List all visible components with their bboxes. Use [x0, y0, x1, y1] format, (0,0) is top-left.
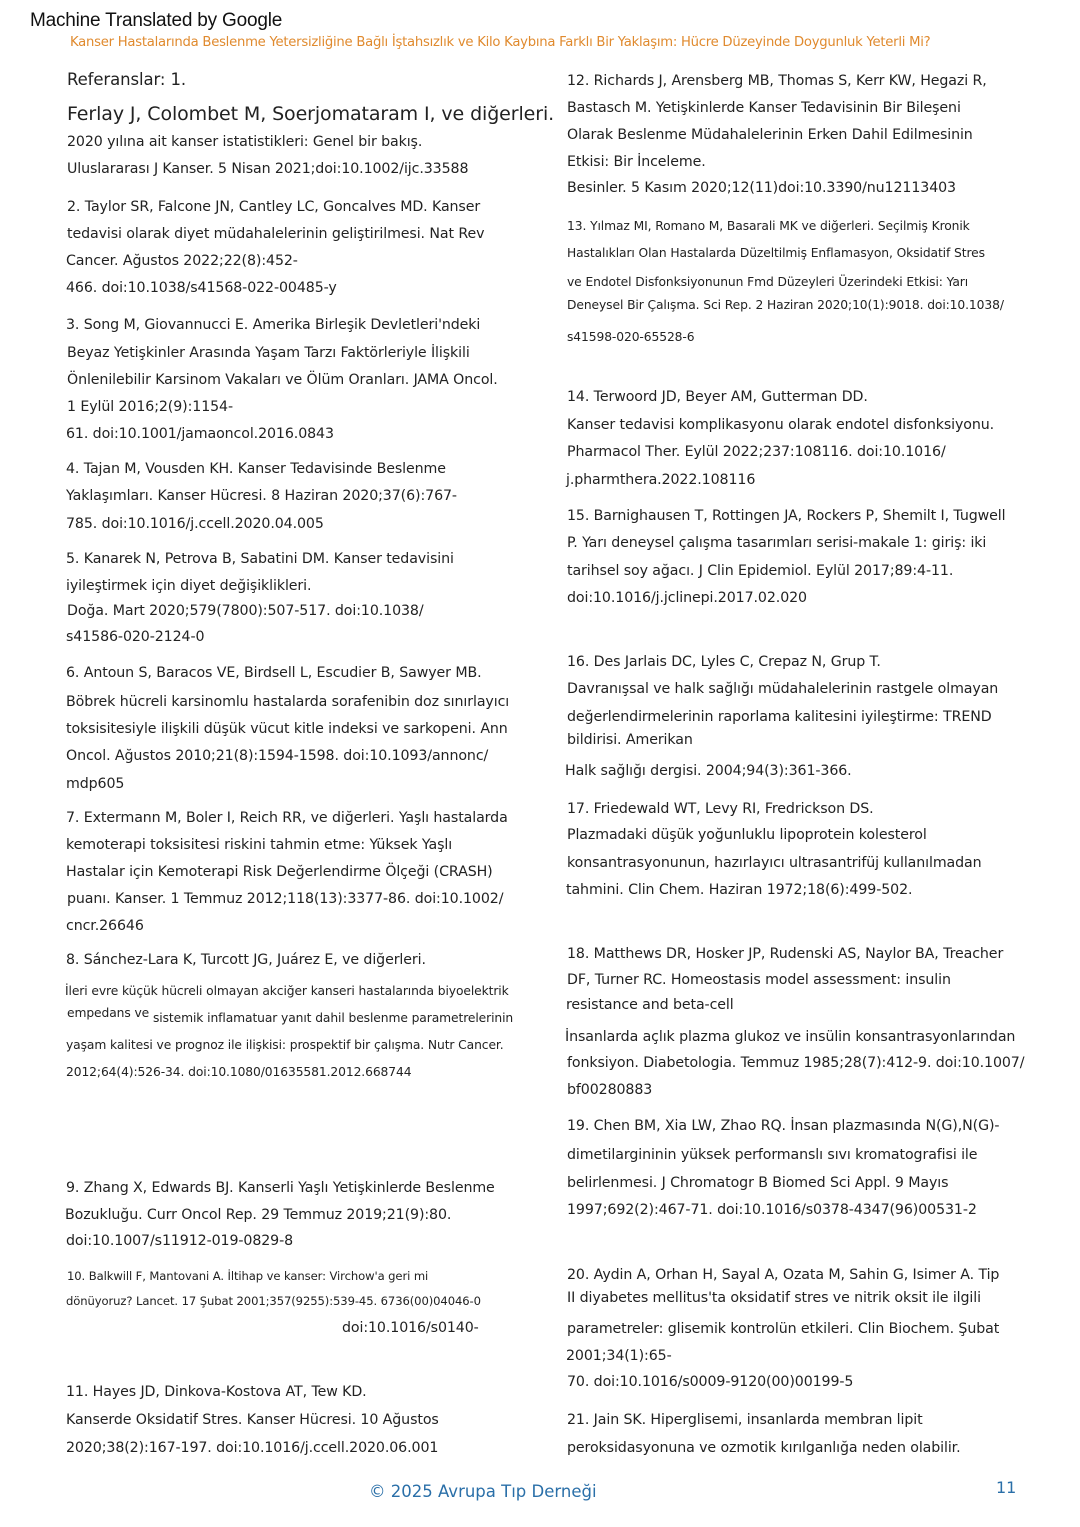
reference-line: 16. Des Jarlais DC, Lyles C, Crepaz N, Grup T. — [567, 654, 881, 670]
reference-line: Davranışsal ve halk sağlığı müdahalelerinin rastgele olmayan — [567, 681, 999, 697]
reference-line: 17. Friedewald WT, Levy RI, Fredrickson DS. — [567, 801, 874, 817]
reference-line: 20. Aydin A, Orhan H, Sayal A, Ozata M, Sahin G, Isimer A. Tip — [567, 1267, 1000, 1283]
reference-line: 6. Antoun S, Baracos VE, Birdsell L, Escudier B, Sawyer MB. — [66, 665, 482, 681]
running-head: Kanser Hastalarında Beslenme Yetersizliğine Bağlı İştahsızlık ve Kilo Kaybına Farklı Bir Yaklaşım: Hücre Düzeyinde Doygunluk Yeterli Mi? — [70, 35, 931, 50]
reference-line: toksisitesiyle ilişkili düşük vücut kitle indeksi ve sarkopeni. Ann — [66, 721, 508, 737]
reference-line: doi:10.1016/s0140- — [342, 1320, 479, 1336]
reference-line: 15. Barnighausen T, Rottingen JA, Rockers P, Shemilt I, Tugwell — [567, 508, 1006, 524]
reference-line: 18. Matthews DR, Hosker JP, Rudenski AS, Naylor BA, Treacher — [567, 946, 1004, 962]
reference-line: iyileştirmek için diyet değişiklikleri. — [66, 578, 312, 594]
reference-line: sistemik inflamatuar yanıt dahil beslenme parametrelerinin — [153, 1011, 514, 1025]
reference-line: Cancer. Ağustos 2022;22(8):452- — [66, 253, 298, 269]
reference-line: Hastalıkları Olan Hastalarda Düzeltilmiş Enflamasyon, Oksidatif Stres — [567, 246, 985, 260]
reference-line: 21. Jain SK. Hiperglisemi, insanlarda membran lipit — [567, 1412, 923, 1428]
reference-line: s41586-020-2124-0 — [66, 629, 205, 645]
reference-line: belirlenmesi. J Chromatogr B Biomed Sci Appl. 9 Mayıs — [567, 1175, 949, 1191]
reference-line: Uluslararası J Kanser. 5 Nisan 2021;doi:10.1002/ijc.33588 — [67, 161, 469, 177]
reference-line: 7. Extermann M, Boler I, Reich RR, ve diğerleri. Yaşlı hastalarda — [66, 810, 508, 826]
reference-line: Plazmadaki düşük yoğunluklu lipoprotein kolesterol — [567, 827, 927, 843]
reference-line: j.pharmthera.2022.108116 — [566, 472, 756, 488]
reference-line: Doğa. Mart 2020;579(7800):507-517. doi:10.1038/ — [67, 603, 424, 619]
page-number: 11 — [996, 1478, 1017, 1497]
reference-line: 10. Balkwill F, Mantovani A. İltihap ve kanser: Virchow'a geri mi — [67, 1269, 429, 1283]
reference-line: Hastalar için Kemoterapi Risk Değerlendirme Ölçeği (CRASH) — [66, 864, 493, 880]
reference-line: İleri evre küçük hücreli olmayan akciğer kanseri hastalarında biyoelektrik — [65, 984, 509, 998]
reference-line: 70. doi:10.1016/s0009-9120(00)00199-5 — [567, 1374, 854, 1390]
reference-line: 2020;38(2):167-197. doi:10.1016/j.ccell.2020.06.001 — [66, 1440, 439, 1456]
reference-line: 2020 yılına ait kanser istatistikleri: Genel bir bakış. — [67, 134, 423, 150]
reference-line: 5. Kanarek N, Petrova B, Sabatini DM. Kanser tedavisini — [66, 551, 454, 567]
reference-line: tedavisi olarak diyet müdahalelerinin geliştirilmesi. Nat Rev — [67, 226, 485, 242]
reference-line: tarihsel soy ağacı. J Clin Epidemiol. Eylül 2017;89:4-11. — [567, 563, 954, 579]
reference-line: Besinler. 5 Kasım 2020;12(11)doi:10.3390/nu12113403 — [567, 180, 956, 196]
reference-line: P. Yarı deneysel çalışma tasarımları serisi-makale 1: giriş: iki — [567, 535, 987, 551]
reference-line: dimetilargininin yüksek performanslı sıvı kromatografisi ile — [567, 1147, 978, 1163]
reference-line: Kanser tedavisi komplikasyonu olarak endotel disfonksiyonu. — [567, 417, 995, 433]
reference-line: fonksiyon. Diabetologia. Temmuz 1985;28(7):412-9. doi:10.1007/ — [567, 1055, 1025, 1071]
footer-copyright: © 2025 Avrupa Tıp Derneği — [369, 1482, 597, 1501]
reference-line: 4. Tajan M, Vousden KH. Kanser Tedavisinde Beslenme — [66, 461, 446, 477]
reference-line: Oncol. Ağustos 2010;21(8):1594-1598. doi:10.1093/annonc/ — [66, 748, 489, 764]
reference-line: doi:10.1016/j.jclinepi.2017.02.020 — [567, 590, 807, 606]
reference-line: DF, Turner RC. Homeostasis model assessment: insulin — [567, 972, 951, 988]
reference-line: dönüyoruz? Lancet. 17 Şubat 2001;357(9255):539-45. 6736(00)04046-0 — [66, 1294, 481, 1308]
reference-line: mdp605 — [66, 776, 125, 792]
reference-line: 1997;692(2):467-71. doi:10.1016/s0378-4347(96)00531-2 — [567, 1202, 977, 1218]
reference-line: ve Endotel Disfonksiyonunun Fmd Düzeyleri Üzerindeki Etkisi: Yarı — [567, 275, 969, 289]
reference-line: 8. Sánchez-Lara K, Turcott JG, Juárez E, ve diğerleri. — [66, 952, 426, 968]
reference-line: s41598-020-65528-6 — [567, 330, 695, 344]
reference-line: peroksidasyonuna ve ozmotik kırılganlığa neden olabilir. — [567, 1440, 961, 1456]
reference-line: 61. doi:10.1001/jamaoncol.2016.0843 — [66, 426, 334, 442]
reference-line: parametreler: glisemik kontrolün etkileri. Clin Biochem. Şubat — [567, 1321, 1000, 1337]
reference-line: bildirisi. Amerikan — [567, 732, 693, 748]
reference-line: Etkisi: Bir İnceleme. — [567, 154, 706, 170]
reference-line: Pharmacol Ther. Eylül 2022;237:108116. doi:10.1016/ — [567, 444, 946, 460]
reference-line: Halk sağlığı dergisi. 2004;94(3):361-366. — [565, 763, 852, 779]
reference-line: tahmini. Clin Chem. Haziran 1972;18(6):499-502. — [566, 882, 913, 898]
reference-line: Kanserde Oksidatif Stres. Kanser Hücresi. 10 Ağustos — [66, 1412, 439, 1428]
reference-line: 785. doi:10.1016/j.ccell.2020.04.005 — [66, 516, 324, 532]
reference-line: doi:10.1007/s11912-019-0829-8 — [66, 1233, 294, 1249]
reference-line: cncr.26646 — [66, 918, 144, 934]
reference-line: 2012;64(4):526-34. doi:10.1080/01635581.2012.668744 — [66, 1065, 412, 1079]
reference-line: 2. Taylor SR, Falcone JN, Cantley LC, Goncalves MD. Kanser — [67, 199, 481, 215]
reference-line: bf00280883 — [567, 1082, 653, 1098]
references-heading: Referanslar: 1. — [67, 70, 187, 89]
reference-line: Ferlay J, Colombet M, Soerjomataram I, ve diğerleri. — [67, 103, 555, 125]
reference-line: kemoterapi toksisitesi riskini tahmin etme: Yüksek Yaşlı — [66, 837, 453, 853]
reference-line: 3. Song M, Giovannucci E. Amerika Birleşik Devletleri'ndeki — [66, 317, 481, 333]
reference-line: 2001;34(1):65- — [566, 1348, 672, 1364]
reference-line: değerlendirmelerinin raporlama kalitesini iyileştirme: TREND — [567, 709, 992, 725]
reference-line: 9. Zhang X, Edwards BJ. Kanserli Yaşlı Yetişkinlerde Beslenme — [66, 1180, 495, 1196]
reference-line: 1 Eylül 2016;2(9):1154- — [67, 399, 233, 415]
reference-line: puanı. Kanser. 1 Temmuz 2012;118(13):3377-86. doi:10.1002/ — [67, 891, 504, 907]
machine-translation-banner: Machine Translated by Google — [30, 10, 283, 31]
reference-line: II diyabetes mellitus'ta oksidatif stres ve nitrik oksit ile ilgili — [567, 1290, 981, 1306]
reference-line: konsantrasyonunun, hazırlayıcı ultrasantrifüj kullanılmadan — [567, 855, 982, 871]
reference-line: Böbrek hücreli karsinomlu hastalarda sorafenibin doz sınırlayıcı — [66, 694, 510, 710]
reference-line: Beyaz Yetişkinler Arasında Yaşam Tarzı Faktörleriyle İlişkili — [67, 345, 470, 361]
reference-line: Olarak Beslenme Müdahalelerinin Erken Dahil Edilmesinin — [567, 127, 973, 143]
reference-line: Bozukluğu. Curr Oncol Rep. 29 Temmuz 2019;21(9):80. — [65, 1207, 452, 1223]
reference-line: Önlenilebilir Karsinom Vakaları ve Ölüm Oranları. JAMA Oncol. — [67, 372, 498, 388]
reference-line: 13. Yılmaz MI, Romano M, Basarali MK ve diğerleri. Seçilmiş Kronik — [567, 219, 970, 233]
reference-line: 14. Terwoord JD, Beyer AM, Gutterman DD. — [567, 389, 868, 405]
reference-line: Yaklaşımları. Kanser Hücresi. 8 Haziran 2020;37(6):767- — [66, 488, 457, 504]
reference-line: İnsanlarda açlık plazma glukoz ve insülin konsantrasyonlarından — [565, 1029, 1016, 1045]
reference-line: yaşam kalitesi ve prognoz ile ilişkisi: prospektif bir çalışma. Nutr Cancer. — [66, 1038, 504, 1052]
reference-line: Bastasch M. Yetişkinlerde Kanser Tedavisinin Bir Bileşeni — [567, 100, 961, 116]
reference-line: Deneysel Bir Çalışma. Sci Rep. 2 Haziran 2020;10(1):9018. doi:10.1038/ — [567, 298, 1004, 312]
reference-line: 19. Chen BM, Xia LW, Zhao RQ. İnsan plazmasında N(G),N(G)- — [567, 1118, 1000, 1134]
reference-line: 11. Hayes JD, Dinkova-Kostova AT, Tew KD. — [66, 1384, 367, 1400]
reference-line: 466. doi:10.1038/s41568-022-00485-y — [66, 280, 337, 296]
reference-line: 12. Richards J, Arensberg MB, Thomas S, Kerr KW, Hegazi R, — [567, 73, 987, 89]
reference-line: empedans ve — [67, 1006, 150, 1020]
reference-line: resistance and beta-cell — [566, 997, 734, 1013]
